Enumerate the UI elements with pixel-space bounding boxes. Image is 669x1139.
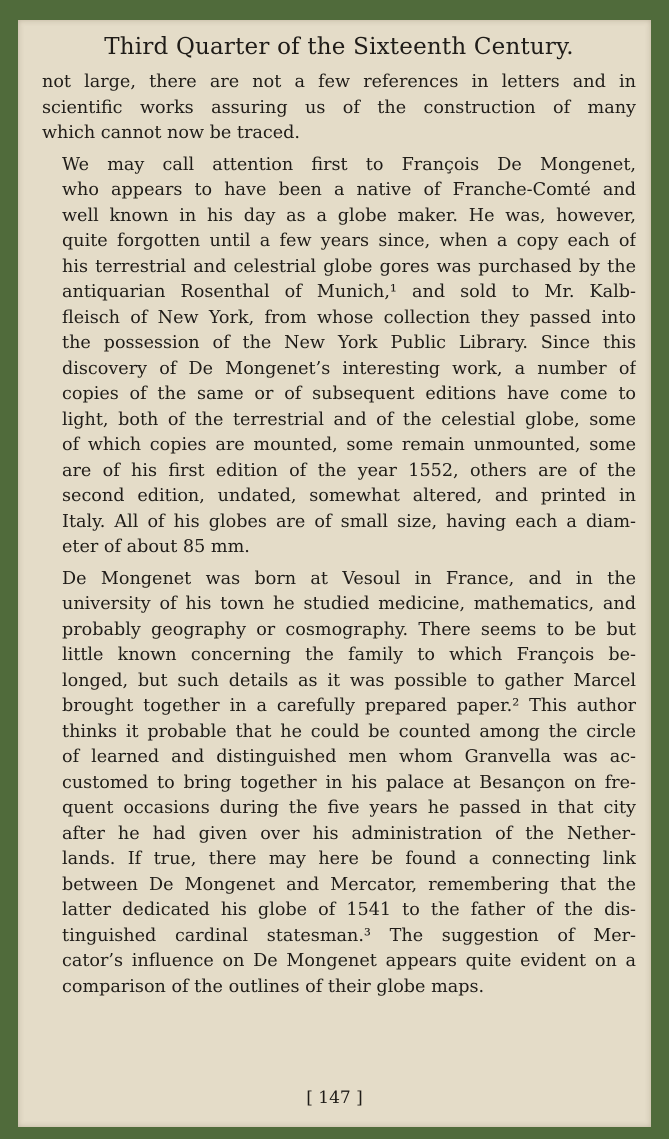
text-line: little known concerning the family to which François be- (62, 645, 636, 665)
text-line: thinks it probable that he could be counted among the circle (62, 721, 636, 742)
text-line: of learned and distinguished men whom Granvella was ac- (62, 747, 636, 767)
text-line: who appears to have been a native of Franche-Comté and (62, 180, 636, 200)
book-page (18, 20, 651, 1127)
paragraph (42, 567, 636, 1001)
text-line: fleisch of New York, from whose collection they passed into (62, 307, 636, 328)
text-line: after he had given over his administration of the Nether- (62, 823, 636, 844)
text-line: the possession of the New York Public Library. Since this (62, 333, 636, 353)
text-line: lands. If true, there may here be found a connecting link (62, 849, 636, 869)
text-line: tinguished cardinal statesman.³ The suggestion of Mer- (62, 925, 636, 946)
text-line: discovery of De Mongenet’s interesting work, a number of (62, 358, 636, 379)
text-line: copies of the same or of subsequent editions have come to (62, 384, 636, 404)
text-line: which cannot now be traced. (42, 123, 300, 143)
page-number: [ 147 ] (306, 1088, 363, 1108)
text-line: light, both of the terrestrial and of the celestial globe, some (62, 409, 636, 430)
text-line: De Mongenet was born at Vesoul in France, and in the (62, 568, 636, 589)
text-line: eter of about 85 mm. (62, 537, 250, 557)
text-line: quite forgotten until a few years since, when a copy each of (62, 231, 636, 251)
body-text (42, 70, 636, 1000)
text-line: of which copies are mounted, some remain unmounted, some (62, 435, 636, 455)
text-line: latter dedicated his globe of 1541 to the father of the dis- (62, 900, 636, 920)
text-line: not large, there are not a few references in letters and in (42, 72, 636, 92)
text-line: longed, but such details as it was possible to gather Marcel (62, 670, 636, 691)
text-line: his terrestrial and celestrial globe gores was purchased by the (62, 256, 636, 277)
text-line: comparison of the outlines of their globe maps. (62, 976, 485, 997)
text-line: are of his first edition of the year 1552, others are of the (62, 460, 636, 481)
paragraph (42, 70, 636, 147)
text-line: quent occasions during the five years he passed in that city (62, 798, 636, 818)
text-line: antiquarian Rosenthal of Munich,¹ and sold to Mr. Kalb- (62, 282, 636, 302)
text-line: cator’s influence on De Mongenet appears quite evident on a (62, 951, 636, 971)
text-line: well known in his day as a globe maker. He was, however, (62, 205, 636, 226)
text-line: between De Mongenet and Mercator, remembering that the (62, 874, 636, 895)
text-line: probably geography or cosmography. There seems to be but (62, 619, 636, 640)
text-line: customed to bring together in his palace at Besançon on fre- (62, 772, 636, 793)
text-line: brought together in a carefully prepared paper.² This author (62, 696, 636, 716)
text-line: scientific works assuring us of the construction of many (42, 97, 636, 118)
paragraph (42, 153, 636, 561)
text-line: second edition, undated, somewhat altered, and printed in (62, 486, 636, 506)
text-line: Italy. All of his globes are of small size, having each a diam- (62, 511, 636, 532)
text-line: We may call attention first to François De Mongenet, (62, 154, 636, 175)
page-text (42, 32, 636, 1000)
text-line: university of his town he studied medicine, mathematics, and (62, 594, 636, 614)
running-head: Third Quarter of the Sixteenth Century. (104, 34, 574, 60)
